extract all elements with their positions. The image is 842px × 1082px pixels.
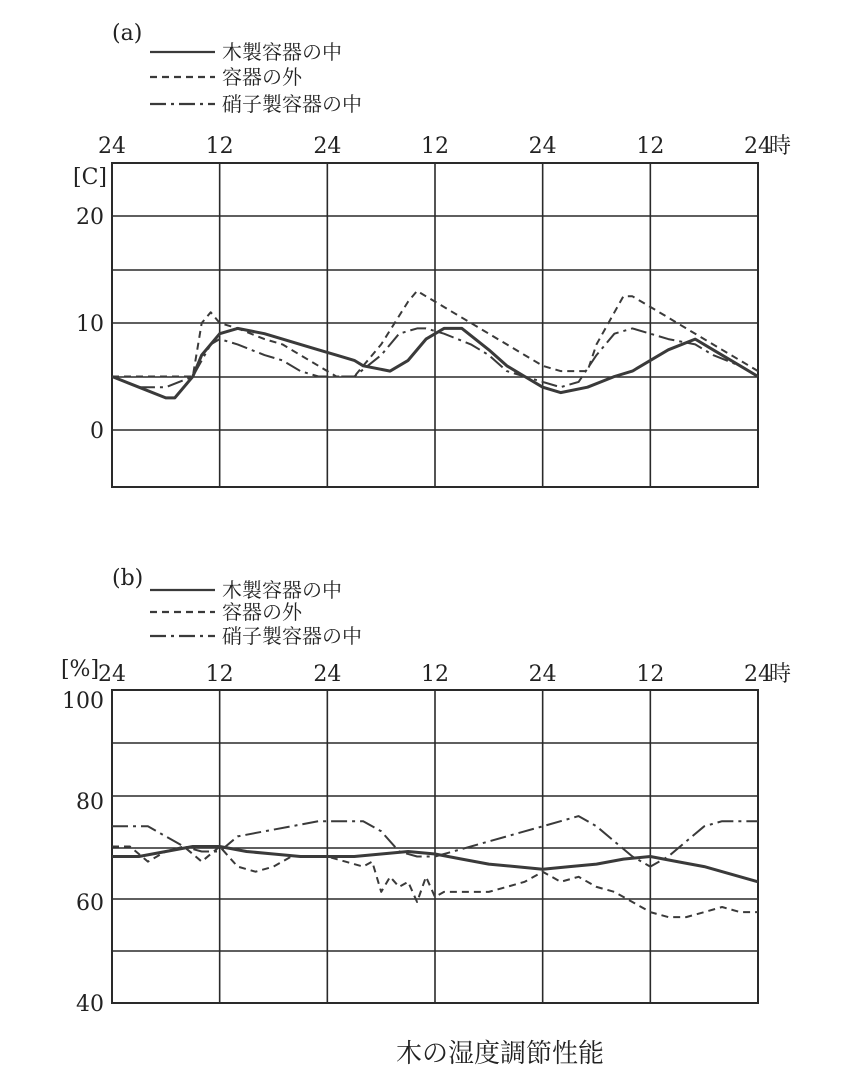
x-tick-label: 12	[636, 662, 665, 687]
x-tick-label: 24	[528, 134, 557, 159]
legend-label: 木製容器の中	[222, 578, 342, 602]
y-axis-label: [C]	[73, 165, 107, 190]
y-tick-label: 10	[76, 312, 104, 337]
panel-label: (a)	[112, 21, 143, 46]
x-tick-label: 24	[313, 134, 342, 159]
x-tick-label: 24	[98, 134, 126, 159]
x-tick-label: 12	[205, 134, 234, 159]
time-unit-label: 時	[768, 662, 792, 687]
y-tick-label: 0	[90, 419, 104, 444]
x-tick-label: 24	[744, 134, 772, 159]
legend-label: 容器の外	[222, 600, 302, 624]
y-tick-label: 80	[76, 790, 104, 815]
x-tick-label: 12	[205, 662, 234, 687]
x-tick-label: 12	[421, 134, 449, 159]
legend-label: 硝子製容器の中	[222, 624, 362, 648]
x-tick-label: 24	[744, 662, 772, 687]
legend-label: 硝子製容器の中	[222, 92, 362, 116]
panel-label: (b)	[112, 566, 144, 591]
x-tick-label: 12	[636, 134, 665, 159]
legend-label: 木製容器の中	[222, 40, 342, 64]
y-tick-label: 40	[76, 992, 104, 1017]
legend-label: 容器の外	[222, 65, 302, 89]
x-tick-label: 24	[528, 662, 557, 687]
x-tick-label: 24	[313, 662, 342, 687]
x-tick-label: 12	[421, 662, 449, 687]
y-tick-label: 60	[76, 891, 104, 916]
y-tick-label: 20	[76, 205, 104, 230]
time-unit-label: 時	[768, 134, 792, 159]
y-axis-label: [%]	[60, 657, 100, 682]
y-tick-label: 100	[62, 689, 104, 714]
x-tick-label: 24	[98, 662, 126, 687]
figure-caption: 木の湿度調節性能	[395, 1039, 605, 1069]
